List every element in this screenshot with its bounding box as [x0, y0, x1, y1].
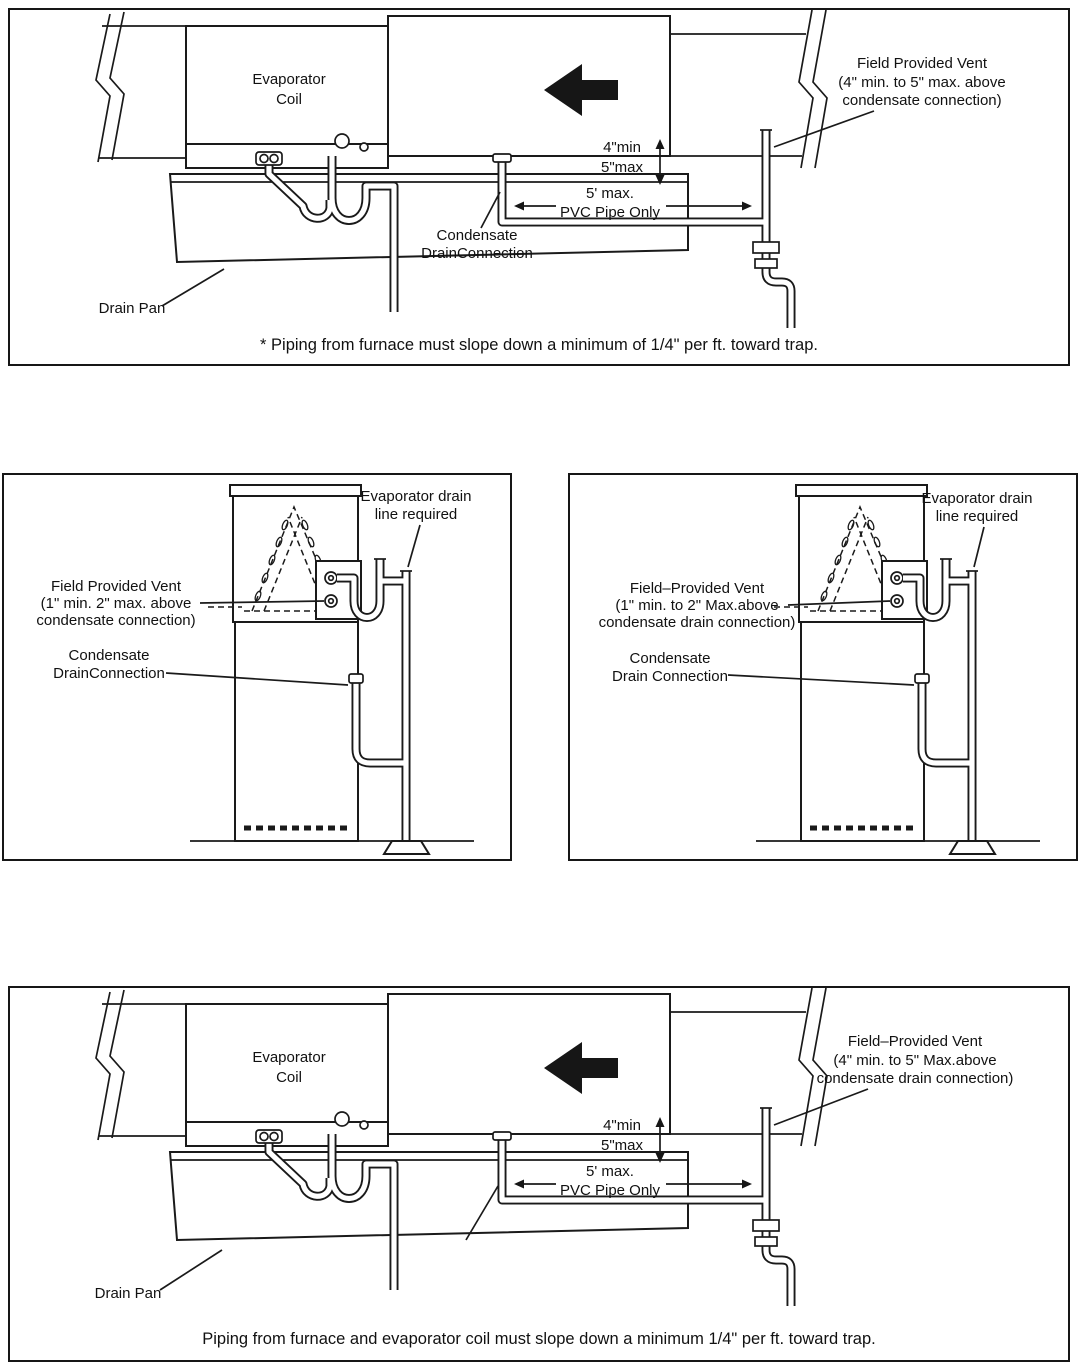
evap-drain-label-1: Evaporator drain [360, 488, 472, 505]
vent-label-2: (4" min. to 5" max. above [838, 74, 1006, 91]
panel-upflow-right [568, 473, 1078, 861]
evaporator-coil-label: Evaporator [252, 1049, 326, 1066]
vent-label-1: Field–Provided Vent [629, 580, 765, 597]
condensate-label-2: DrainConnection [53, 665, 165, 682]
condensate-label-2: Drain Connection [612, 668, 728, 685]
panel-horizontal-bottom [8, 986, 1070, 1362]
pvc-pipe-label: PVC Pipe Only [559, 204, 661, 221]
horizontal-furnace-diagram-top [10, 10, 1068, 364]
horizontal-furnace-diagram-bottom [10, 988, 1068, 1360]
dim-5ft-label: 5' max. [586, 185, 634, 202]
vent-label-1: Field Provided Vent [856, 55, 988, 72]
panel-upflow-left [2, 473, 512, 861]
condensate-label: Condensate [436, 227, 518, 244]
vent-label-3: condensate connection) [36, 612, 196, 629]
panel-horizontal-top [8, 8, 1070, 366]
furnace-cabinet-upflow [230, 485, 361, 841]
floor-and-flange [190, 841, 474, 854]
duct-left [96, 12, 186, 162]
drain-pan-label-text: Drain Pan [98, 300, 166, 317]
furnace-cabinet-upflow [796, 485, 927, 841]
duct-right [670, 988, 827, 1146]
vent-label-2: (1" min. 2" max. above [40, 595, 192, 612]
evap-drain-label-2: line required [374, 506, 458, 523]
evaporator-coil-section [186, 26, 388, 168]
pvc-pipe-label: PVC Pipe Only [559, 1182, 661, 1199]
dim-5max-label: 5"max [600, 1137, 644, 1154]
field-vent-label [774, 1033, 1013, 1125]
dim-4min-label: 4"min [603, 1117, 641, 1134]
panel-footnote: * Piping from furnace must slope down a minimum of 1/4" per ft. toward trap. [260, 336, 818, 354]
evaporator-coil-label-2: Coil [276, 1069, 302, 1086]
duct-left [96, 990, 186, 1140]
drain-pan-label [95, 1250, 222, 1302]
dim-5max-label: 5"max [600, 159, 644, 176]
vent-label-1: Field Provided Vent [50, 578, 182, 595]
upflow-furnace-diagram-right [570, 475, 1076, 859]
floor-and-flange [756, 841, 1040, 854]
furnace-cabinet [388, 16, 670, 156]
evaporator-drain-label [922, 490, 1033, 567]
condensate-label-1: Condensate [629, 650, 711, 667]
vent-label-1: Field–Provided Vent [847, 1033, 983, 1050]
evaporator-coil-label-2: Coil [276, 91, 302, 108]
furnace-cabinet [388, 994, 670, 1134]
vent-label-3: condensate connection) [842, 92, 1002, 109]
evaporator-coil-label: Evaporator [252, 71, 326, 88]
dim-5ft-label: 5' max. [586, 1163, 634, 1180]
panel-caption: Piping from furnace and evaporator coil must slope down a minimum 1/4" per ft. toward trap. [202, 1330, 876, 1348]
duct-right [670, 10, 827, 168]
upflow-furnace-diagram-left [4, 475, 510, 859]
evaporator-coil-section [186, 1004, 388, 1146]
evaporator-drain-label [361, 488, 472, 567]
vent-label-3: condensate drain connection) [816, 1070, 1014, 1087]
vent-label-2: (1" min. to 2" Max.above [615, 597, 779, 614]
vent-label-3: condensate drain connection) [598, 614, 796, 631]
dim-4min-label: 4"min [603, 139, 641, 156]
condensate-label-2: DrainConnection [421, 245, 533, 262]
evap-drain-label-1: Evaporator drain [921, 490, 1033, 507]
drain-pan-label-text: Drain Pan [94, 1285, 162, 1302]
condensate-label-1: Condensate [68, 647, 150, 664]
drain-pan-label [99, 269, 224, 317]
evap-drain-label-2: line required [935, 508, 1019, 525]
vent-label-2: (4" min. to 5" Max.above [833, 1052, 997, 1069]
field-vent-label [774, 55, 1006, 147]
